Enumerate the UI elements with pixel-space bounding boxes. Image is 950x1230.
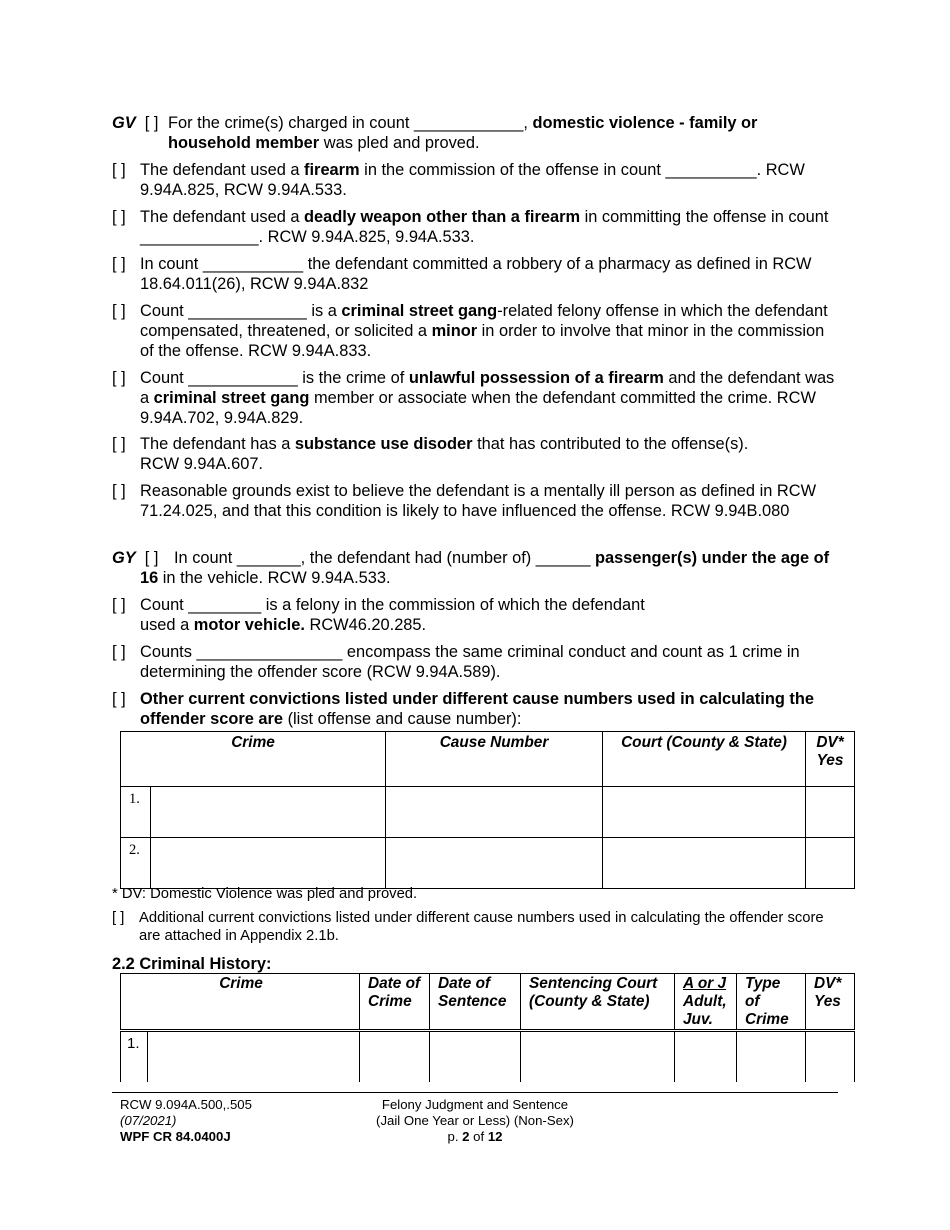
section-title-criminal-history: 2.2 Criminal History: xyxy=(112,955,272,973)
row-number: 1. xyxy=(121,787,151,838)
checkbox[interactable]: [ ] xyxy=(144,549,159,567)
checkbox[interactable]: [ ] xyxy=(112,482,126,500)
col-adult-juv: A or J Adult, Juv. xyxy=(675,974,737,1031)
dv-cell[interactable] xyxy=(806,1031,855,1083)
table-row xyxy=(121,787,855,838)
current-convictions-table xyxy=(120,731,855,889)
col-date-of-sentence: Date of Sentence xyxy=(430,974,521,1031)
footer-subtitle: (Jail One Year or Less) (Non-Sex) xyxy=(376,1113,574,1128)
footer-date: (07/2021) xyxy=(120,1113,177,1128)
item-unlawful-possession: [ ] Count ____________ is the crime of unlawful possession of a firearm and the defendant was a criminal street gang member or associate when the defendant committed the crime. RCW 9.94A.702, 9.94A.829. xyxy=(112,369,835,427)
item-deadly-weapon: [ ] The defendant used a deadly weapon other than a firearm in committing the offense in count _____________. RCW 9.94A.825, 9.94A.533. xyxy=(112,208,829,246)
item-firearm: [ ] The defendant used a firearm in the commission of the offense in count __________. RCW 9.94A.825, RCW 9.94A.533. xyxy=(112,161,805,199)
row-number: 1. xyxy=(121,1031,148,1083)
date-of-crime-cell[interactable] xyxy=(360,1031,430,1083)
footer-left xyxy=(120,1097,252,1145)
crime-cell[interactable] xyxy=(151,787,386,838)
checkbox[interactable]: [ ] xyxy=(112,302,126,320)
checkbox[interactable]: [ ] xyxy=(112,643,126,661)
table-header-row xyxy=(121,732,855,787)
checkbox[interactable]: [ ] xyxy=(112,208,126,226)
col-cause-number: Cause Number xyxy=(386,732,603,787)
item-other-convictions: [ ] Other current convictions listed under different cause numbers used in calculating the offender score are (list offense and cause number): xyxy=(112,690,814,728)
footer-center xyxy=(340,1097,610,1145)
item-gang-minor: [ ] Count _____________ is a criminal street gang-related felony offense in which the defendant compensated, threatened, or solicited a minor in order to involve that minor in the commission of the offense. RCW 9.94A.833. xyxy=(112,302,828,360)
checkbox[interactable]: [ ] xyxy=(112,690,126,708)
table-row xyxy=(121,838,855,889)
item-substance-use: [ ] The defendant has a substance use disoder that has contributed to the offense(s). RCW 9.94A.607. xyxy=(112,435,749,473)
footer-divider xyxy=(112,1092,838,1093)
court-cell[interactable] xyxy=(603,787,806,838)
footer-form-number: WPF CR 84.0400J xyxy=(120,1129,231,1144)
dv-cell[interactable] xyxy=(806,787,855,838)
footer-rcw: RCW 9.094A.500,.505 xyxy=(120,1097,252,1112)
col-sentencing-court: Sentencing Court (County & State) xyxy=(521,974,675,1031)
item-pharmacy-robbery: [ ] In count ___________ the defendant committed a robbery of a pharmacy as defined in RCW 18.64.011(26), RCW 9.94A.832 xyxy=(112,255,812,293)
type-of-crime-cell[interactable] xyxy=(737,1031,806,1083)
checkbox[interactable]: [ ] xyxy=(112,369,126,387)
crime-cell[interactable] xyxy=(148,1031,360,1083)
criminal-history-table xyxy=(120,973,855,1082)
row-number: 2. xyxy=(121,838,151,889)
checkbox[interactable]: [ ] xyxy=(144,114,159,132)
footer-page: p. 2 of 12 xyxy=(447,1129,503,1144)
table-row xyxy=(121,1031,855,1083)
cause-number-cell[interactable] xyxy=(386,787,603,838)
sentencing-court-cell[interactable] xyxy=(521,1031,675,1083)
col-crime: Crime xyxy=(121,732,386,787)
checkbox[interactable]: [ ] xyxy=(112,435,126,453)
item-motor-vehicle: [ ] Count ________ is a felony in the commission of which the defendant used a motor vehicle. RCW46.20.285. xyxy=(112,596,645,634)
col-dv-yes: DV* Yes xyxy=(806,974,855,1031)
dv-cell[interactable] xyxy=(806,838,855,889)
checkbox[interactable]: [ ] xyxy=(112,910,125,926)
item-gv-domestic-violence: GV [ ] For the crime(s) charged in count ____________, domestic violence - family or household member was pled and proved. xyxy=(112,114,758,152)
table-header-row xyxy=(121,974,855,1031)
dv-note: * DV: Domestic Violence was pled and proved. xyxy=(112,886,418,902)
cause-number-cell[interactable] xyxy=(386,838,603,889)
item-prefix-gy: GY xyxy=(112,549,136,567)
footer-title: Felony Judgment and Sentence xyxy=(381,1097,569,1112)
col-court: Court (County & State) xyxy=(603,732,806,787)
item-mentally-ill: [ ] Reasonable grounds exist to believe the defendant is a mentally ill person as defined in RCW 71.24.025, and that this condition is likely to have influenced the offense. RCW 9.94B.080 xyxy=(112,482,817,520)
item-prefix-gv: GV xyxy=(112,114,136,132)
col-date-of-crime: Date of Crime xyxy=(360,974,430,1031)
additional-convictions: [ ] Additional current convictions listed under different cause numbers used in calculating the offender score are attached in Appendix 2.1b. xyxy=(112,910,824,944)
checkbox[interactable]: [ ] xyxy=(112,596,126,614)
crime-cell[interactable] xyxy=(151,838,386,889)
checkbox[interactable]: [ ] xyxy=(112,255,126,273)
date-of-sentence-cell[interactable] xyxy=(430,1031,521,1083)
col-crime: Crime xyxy=(121,974,360,1031)
checkbox[interactable]: [ ] xyxy=(112,161,126,179)
col-dv-yes: DV* Yes xyxy=(806,732,855,787)
item-gy-passengers: GY [ ] In count _______, the defendant had (number of) ______ passenger(s) under the age of 16 in the vehicle. RCW 9.94A.533. xyxy=(112,549,830,587)
item-same-criminal-conduct: [ ] Counts ________________ encompass the same criminal conduct and count as 1 crime in determining the offender score (RCW 9.94A.589). xyxy=(112,643,800,681)
col-type-of-crime: Type of Crime xyxy=(737,974,806,1031)
court-cell[interactable] xyxy=(603,838,806,889)
adult-juv-cell[interactable] xyxy=(675,1031,737,1083)
